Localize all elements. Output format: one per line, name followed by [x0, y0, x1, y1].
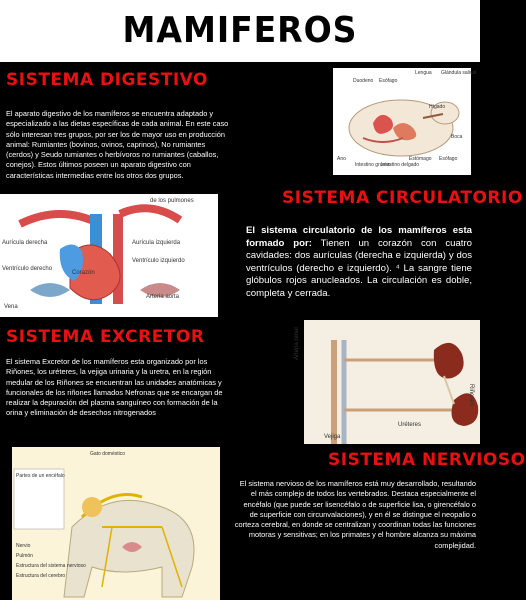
digestive-label: Esófago [439, 156, 458, 162]
excretory-label: Arteria renal [294, 327, 300, 360]
circulatory-diagram [0, 194, 218, 317]
excretory-label: Riñones [468, 384, 474, 407]
circulatorio-text: Tienen un corazón con cuatro cavidades: dos aurículas (derecha e izquierda) y dos ventrículos (derecho e izquierdo). ⁴ La sangre tiene glóbulos rojos anucleados. La circulación es doble, completa y cerrada. [246, 237, 472, 299]
circulatory-label: Vena [4, 304, 18, 310]
nervous-label: Gato doméstico [90, 451, 126, 457]
digestive-label: Ano [337, 156, 346, 162]
digestive-label: Intestino grueso [355, 162, 391, 168]
page-title: MAMIFEROS [122, 10, 358, 51]
circulatorio-text-block [246, 225, 472, 301]
circulatory-label: de los pulmones [150, 198, 194, 204]
circulatory-label: Aurícula izquierda [132, 240, 181, 246]
nervous-label: Pulmón [16, 553, 33, 559]
digestive-label: Boca [451, 134, 463, 140]
excretory-label: Vejiga [324, 434, 341, 440]
nervioso-text: El sistema nervioso de los mamíferos está muy desarrollado, resultando el más complejo de todos los vertebrados. Destaca especialmente el encéfalo (que puede ser lisencéfalo o de superficie lisa, o girencéfalo o de superficie con circunvalaciones), y en él se distingue el neopalio o corteza cerebral, en donde se centralizan y coordinan todas las funciones motoras y sensitivas; en los primates y el hombre alcanza su máxima complejidad. [234, 479, 476, 550]
circulatory-label: Ventrículo derecho [2, 266, 53, 272]
excretor-text: El sistema Excretor de los mamíferos esta organizado por los Riñones, los uréteres, la vejiga urinaria y la uretra, en la región medular de los Riñones se encuentran las unidades anatómicas y funcionales de los riñones llamados Nefronas que se encargan de realizar la depuración del plasma sanguíneo con formación de la orina y eliminación de desechos nitrogenados [6, 357, 223, 418]
circulatorio-heading: SISTEMA CIRCULATORIO [282, 188, 523, 208]
digestive-label: Glándula salival [441, 70, 477, 76]
circulatory-label: Corazón [72, 270, 95, 276]
circulatory-label: Aurícula derecha [2, 240, 48, 246]
circulatory-label: Ventrículo izquierdo [132, 258, 185, 264]
excretory-label: Uréteres [398, 422, 422, 428]
nervous-label: Estructura del sistema nervioso [16, 563, 86, 569]
nervous-label: Nervio [16, 543, 31, 549]
circulatorio-text-bold: El sistema circulatorio de los mamíferos esta formado por: [246, 225, 472, 249]
digestive-label: Duodeno [353, 78, 374, 84]
digestive-label: Estómago [409, 156, 432, 162]
digestive-label: Hígado [429, 104, 446, 110]
digestive-label: Intestino delgado [381, 162, 420, 168]
nervioso-heading: SISTEMA NERVIOSO [328, 450, 526, 470]
excretor-heading: SISTEMA EXCRETOR [6, 327, 205, 347]
nervous-label: Partes de un encéfalo [16, 473, 65, 479]
digestivo-heading: SISTEMA DIGESTIVO [6, 70, 208, 90]
digestive-label: Esófago [379, 78, 398, 84]
nervous-label: Estructura del cerebro [16, 573, 66, 579]
digestive-diagram [333, 68, 477, 175]
header-banner [0, 0, 480, 62]
excretory-diagram [294, 320, 480, 444]
digestive-label: Lengua [415, 70, 432, 76]
circulatory-label: Arteria aorta [146, 294, 180, 300]
digestivo-text: El aparato digestivo de los mamíferos se encuentra adaptado y especializado a las dietas específicas de cada animal. En este caso sólo interesan tres grupos, por ser los de mayor uso en producción animal: Rumiantes (bovinos, ovinos, caprinos), No rumiantes (cerdos) y Seudo rumiantes o herbívoros no rumiantes (caballos, conejos). Estos últimos poseen un aparato digestivo con características intermedias entre los otros dos grupos. [6, 109, 229, 180]
nervous-diagram [12, 447, 220, 600]
